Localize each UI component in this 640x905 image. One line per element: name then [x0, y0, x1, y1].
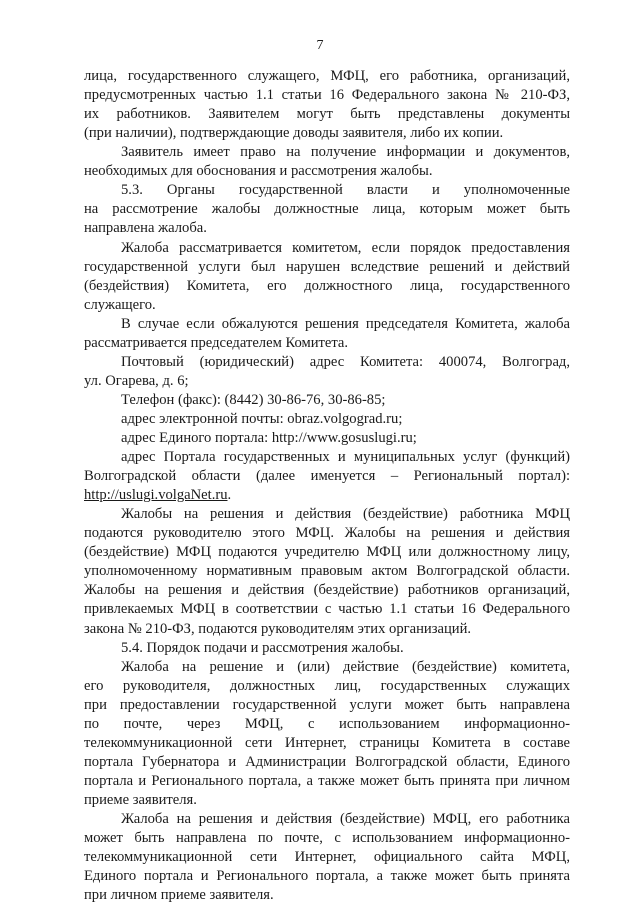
- text-line: по почте, через МФЦ, с использованием информационно-: [84, 715, 570, 732]
- text-line: приеме заявителя.: [84, 791, 197, 808]
- page-number: 7: [316, 38, 324, 53]
- text-line: Единого портала и Регионального портала, а также может быть принята: [84, 868, 570, 885]
- text-line: Телефон (факс): (8442) 30-86-76, 30-86-85;: [121, 391, 386, 408]
- text-line: необходимых для обоснования и рассмотрения жалобы.: [84, 163, 433, 180]
- text-line: телекоммуникационной сети Интернет, страницы Комитета в составе: [84, 734, 570, 751]
- text-line: 5.3. Органы государственной власти и уполномоченные: [121, 182, 570, 199]
- portal-link[interactable]: http://uslugi.volgaNet.ru: [84, 487, 228, 504]
- text-line: его руководителя, должностных лиц, государственных служащих: [84, 677, 570, 694]
- text-line: (бездействие) МФЦ подаются учредителю МФЦ или должностному лицу,: [84, 544, 570, 561]
- text-line: на рассмотрение жалобы должностные лица, которым может быть: [84, 201, 570, 218]
- text-line: Жалоба рассматривается комитетом, если порядок предоставления: [121, 239, 570, 256]
- text-line: Волгоградской области (далее именуется – Региональный портал):: [84, 468, 570, 485]
- text-line: Жалоба на решение и (или) действие (бездействие) комитета,: [121, 658, 570, 675]
- text-line: телекоммуникационной сети Интернет, официального сайта МФЦ,: [84, 849, 570, 866]
- text-line: 5.4. Порядок подачи и рассмотрения жалобы.: [121, 639, 404, 656]
- text-line: уполномоченному нормативным правовым актом Волгоградской области.: [84, 563, 570, 580]
- text-line: лица, государственного служащего, МФЦ, его работника, организаций,: [84, 68, 570, 84]
- text-line: (бездействия) Комитета, его должностного лица, государственного: [84, 277, 570, 294]
- text-line: государственной услуги был нарушен вследствие решений и действий: [84, 258, 570, 275]
- text-line: рассматривается председателем Комитета.: [84, 334, 349, 351]
- text-line: при личном приеме заявителя.: [84, 887, 274, 904]
- text-line: ул. Огарева, д. 6;: [84, 372, 189, 389]
- text-line: при предоставлении государственной услуги может быть направлена: [84, 696, 570, 713]
- text-line: Жалобы на решения и действия (бездействие) работника МФЦ: [121, 506, 570, 523]
- text-line: адрес Единого портала: http://www.gosuslugi.ru;: [121, 429, 417, 446]
- text-line: (при наличии), подтверждающие доводы заявителя, либо их копии.: [84, 125, 504, 142]
- text-line: Жалобы на решения и действия (бездействие) работников организаций,: [84, 582, 570, 599]
- text-line: адрес Портала государственных и муниципальных услуг (функций): [121, 449, 570, 465]
- text-line: адрес электронной почты: obraz.volgograd.ru;: [121, 410, 403, 427]
- text-line: портала Губернатора и Администрации Волгоградской области, Единого: [84, 753, 570, 770]
- text-line: закона № 210-ФЗ, подаются руководителям этих организаций.: [84, 620, 472, 637]
- text-line: портала и Регионального портала, а также может быть принята при личном: [84, 772, 570, 789]
- text-line: предусмотренных частью 1.1 статьи 16 Федерального закона № 210-ФЗ,: [84, 87, 570, 103]
- text-line: В случае если обжалуются решения председателя Комитета, жалоба: [121, 315, 570, 332]
- text-line: привлекаемых МФЦ в соответствии с частью 1.1 статьи 16 Федерального: [84, 601, 570, 618]
- text-line: может быть направлена по почте, с использованием информационно-: [84, 830, 570, 846]
- text-line: их работников. Заявителем могут быть представлены документы: [84, 106, 570, 123]
- text-line: Почтовый (юридический) адрес Комитета: 400074, Волгоград,: [121, 353, 570, 370]
- text-line: Жалоба на решения и действия (бездействие) МФЦ, его работника: [121, 811, 570, 827]
- text-line: служащего.: [84, 296, 156, 313]
- text-line: http://uslugi.volgaNet.ru.: [84, 487, 232, 504]
- text-line: подаются руководителю этого МФЦ. Жалобы на решения и действия: [84, 525, 570, 542]
- text-line: направлена жалоба.: [84, 220, 207, 237]
- text-line: Заявитель имеет право на получение информации и документов,: [121, 144, 570, 161]
